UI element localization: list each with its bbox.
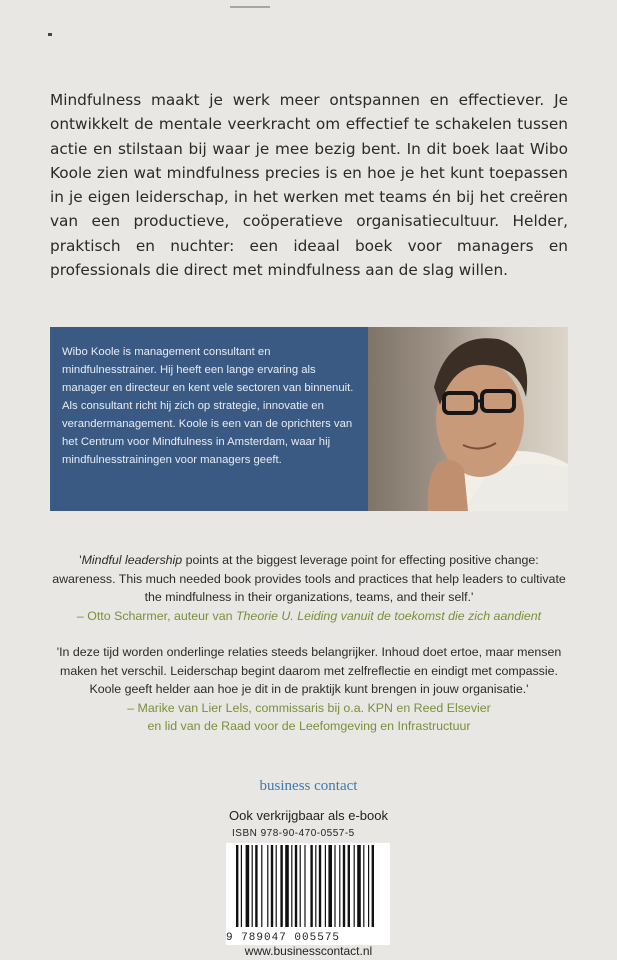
isbn-text: ISBN 978-90-470-0557-5 (232, 828, 355, 839)
publisher-logo: business contact (259, 778, 358, 794)
quote-attribution-line2: en lid van de Raad voor de Leefomgeving en Infrastructuur (147, 719, 471, 734)
quote-text: points at the biggest leverage point for effecting positive change: awareness. This much needed book provides tools and practices that help leaders to cultivate the mindfulness in their organizations, teams, and their self.' (52, 553, 566, 605)
quote-attribution (77, 609, 541, 623)
quote-text: 'In deze tijd worden onderlinge relaties steeds belangrijker. Inhoud doet ertoe, maar mensen maken het verschil. Leiderschap begint daarom met zelfreflectie en eindigt met compassie. Koole geeft helder aan hoe je dit in de praktijk kunt brengen in jouw organisatie.' (56, 645, 562, 697)
attribution-prefix: – Otto Scharmer, auteur van (76, 608, 236, 623)
back-cover-blurb: Mindfulness maakt je werk meer ontspannen en effectiever. Je ontwikkelt de mentale veerkracht om effectief te schakelen tussen actie en stilstaan bij waar je mee bezig bent. In dit boek laat Wibo Koole zien wat mindfulness precies is en hoe je het kunt toepassen in je eigen leiderschap, in het werken met teams én bij het creëren van een productieve, coöperatieve organisatiecultuur. Helder, praktisch en nuchter: een ideaal boek voor managers en professionals die direct met mindfulness aan de slag willen. (50, 91, 568, 280)
isbn-barcode (226, 843, 390, 945)
endorsement-quote-scharmer (52, 551, 566, 625)
top-edge-mark (230, 6, 270, 8)
barcode-digits: 9 789047 005575 (226, 932, 341, 944)
author-panel (50, 327, 568, 511)
attribution-book-title: Theorie U. Leiding vanuit de toekomst die zich aandient (235, 608, 542, 623)
barcode-bars (234, 843, 382, 929)
endorsement-quote-lier-lels (52, 643, 566, 736)
quote-open-mark: ' (79, 553, 82, 567)
author-bio: Wibo Koole is management consultant en mindfulnesstrainer. Hij heeft een lange ervaring als manager en directeur en kent vele sectoren van binnenuit. Als consultant richt hij zich op strategie, innovatie en verandermanagement. Koole is een van de oprichters van het Centrum voor Mindfulness in Amsterdam, waar hij mindfulnesstrainingen voor managers geeft. (50, 327, 368, 511)
author-portrait-photo (368, 327, 568, 511)
quote-book-title: Mindful leadership (81, 553, 183, 567)
ebook-note: Ook verkrijgbaar als e-book (229, 808, 388, 823)
author-portrait-illustration (368, 327, 568, 511)
top-edge-mark-small (48, 33, 52, 36)
quote-attribution-line1: – Marike van Lier Lels, commissaris bij o.a. KPN en Reed Elsevier (127, 700, 491, 715)
publisher-website: www.businesscontact.nl (244, 944, 373, 958)
